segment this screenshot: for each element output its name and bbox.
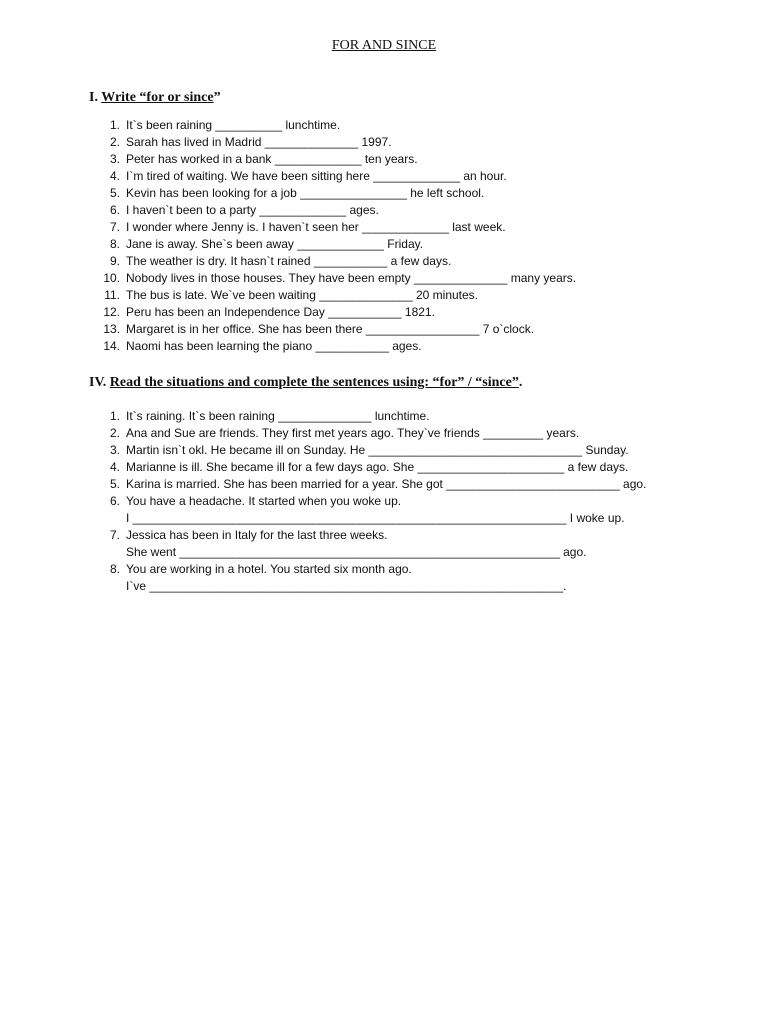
list-item <box>109 408 646 425</box>
list-item <box>109 425 646 442</box>
item-number: 5. <box>109 477 120 491</box>
item-text: The weather is dry. It hasn`t rained ___________ a few days. <box>126 254 452 268</box>
section-1-number: I. <box>89 90 102 105</box>
item-number: 4. <box>109 169 120 183</box>
list-item <box>109 236 576 253</box>
item-number: 6. <box>109 494 120 508</box>
item-text: The bus is late. We`ve been waiting ______________ 20 minutes. <box>126 288 479 302</box>
item-text: It`s raining. It`s been raining ______________ lunchtime. <box>126 409 430 423</box>
list-item <box>109 459 646 476</box>
section-2-heading <box>89 375 522 391</box>
item-text: You have a headache. It started when you woke up. <box>126 494 402 508</box>
section-2-list <box>109 408 647 595</box>
list-item <box>103 321 576 338</box>
section-2-period: . <box>518 375 523 390</box>
item-number: 11. <box>104 288 120 302</box>
item-text: It`s been raining __________ lunchtime. <box>126 118 341 132</box>
item-number: 3. <box>109 152 120 166</box>
section-1-closing-quote: ” <box>213 90 221 105</box>
list-item <box>109 117 576 134</box>
item-text: Karina is married. She has been married for a year. She got __________________________ ago. <box>126 477 647 491</box>
item-number: 8. <box>109 237 120 251</box>
item-number: 12. <box>103 305 120 319</box>
item-text: Martin isn`t okl. He became ill on Sunday. He ________________________________ Sunday. <box>126 443 629 457</box>
list-item <box>103 270 577 287</box>
item-number: 14. <box>103 339 120 353</box>
item-text: You are working in a hotel. You started six month ago. <box>126 562 412 576</box>
list-item <box>103 304 576 321</box>
item-number: 1. <box>109 118 120 132</box>
section-2-instruction: Read the situations and complete the sentences using: “for” / “since” <box>109 375 519 390</box>
item-answer-line: I`ve ______________________________________________________________. <box>126 579 567 593</box>
item-text: Sarah has lived in Madrid ______________ 1997. <box>126 135 392 149</box>
item-text: Naomi has been learning the piano ___________ ages. <box>126 339 422 353</box>
item-number: 2. <box>109 426 120 440</box>
list-item <box>109 151 576 168</box>
item-text: Kevin has been looking for a job ________________ he left school. <box>126 186 485 200</box>
item-number: 7. <box>109 220 120 234</box>
item-text: I haven`t been to a party _____________ ages. <box>126 203 379 217</box>
item-text: Peter has worked in a bank _____________ ten years. <box>126 152 418 166</box>
page-title: FOR AND SINCE <box>331 38 437 53</box>
item-text: Nobody lives in those houses. They have been empty ______________ many years. <box>126 271 577 285</box>
section-2-number: IV. <box>89 375 110 390</box>
item-number: 4. <box>109 460 120 474</box>
list-item <box>109 134 576 151</box>
list-item <box>109 442 646 459</box>
item-text: Peru has been an Independence Day ___________ 1821. <box>126 305 435 319</box>
list-item <box>109 493 646 527</box>
list-item <box>109 561 646 595</box>
list-item <box>104 287 576 304</box>
list-item <box>103 338 576 355</box>
item-text: Jessica has been in Italy for the last three weeks. <box>126 528 388 542</box>
item-number: 7. <box>109 528 120 542</box>
item-number: 9. <box>109 254 120 268</box>
section-1-list <box>103 117 577 355</box>
item-text: I`m tired of waiting. We have been sitting here _____________ an hour. <box>126 169 507 183</box>
item-answer-line: She went _________________________________________________________ ago. <box>126 545 587 559</box>
item-number: 1. <box>109 409 120 423</box>
item-text: Ana and Sue are friends. They first met years ago. They`ve friends _________ years. <box>126 426 580 440</box>
item-answer-line: I _________________________________________________________________ I woke up. <box>126 511 625 525</box>
item-text: Margaret is in her office. She has been there _________________ 7 o`clock. <box>126 322 535 336</box>
item-text: I wonder where Jenny is. I haven`t seen her _____________ last week. <box>126 220 506 234</box>
item-number: 10. <box>103 271 120 285</box>
list-item <box>109 219 576 236</box>
item-number: 6. <box>109 203 120 217</box>
section-1-heading <box>89 90 221 106</box>
item-number: 5. <box>109 186 120 200</box>
list-item <box>109 253 576 270</box>
list-item <box>109 476 647 493</box>
list-item <box>109 185 576 202</box>
item-number: 8. <box>109 562 120 576</box>
item-number: 2. <box>109 135 120 149</box>
list-item <box>109 527 646 561</box>
list-item <box>109 202 576 219</box>
item-text: Marianne is ill. She became ill for a few days ago. She ______________________ a few days. <box>126 460 629 474</box>
item-number: 13. <box>103 322 120 336</box>
item-number: 3. <box>109 443 120 457</box>
list-item <box>109 168 576 185</box>
section-1-instruction: Write “for or since <box>101 90 214 105</box>
item-text: Jane is away. She`s been away _____________ Friday. <box>126 237 424 251</box>
